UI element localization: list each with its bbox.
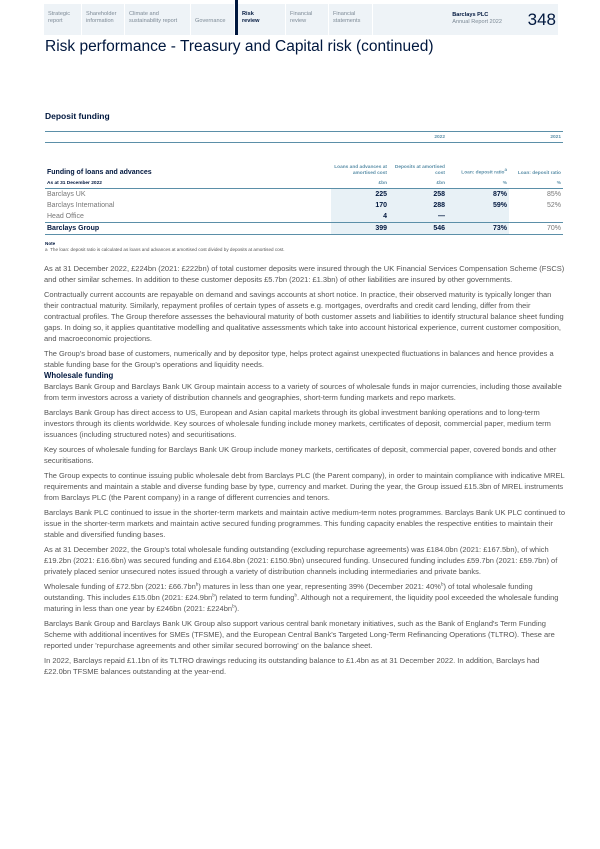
cell: 288 <box>389 200 447 211</box>
table-label: Funding of loans and advances <box>47 169 152 176</box>
tab-label: report <box>48 18 63 24</box>
cell: 225 <box>331 189 389 201</box>
footnote-marker: b <box>440 581 444 587</box>
tab-label: Strategic <box>48 11 71 17</box>
footnote-marker: b <box>232 603 235 609</box>
unit: £bn <box>331 179 389 189</box>
brand <box>452 12 502 26</box>
cell: 52% <box>546 202 561 209</box>
nav-tab-shareholder-information[interactable] <box>82 4 125 35</box>
nav-tab-governance[interactable] <box>191 4 235 35</box>
tab-label: review <box>242 18 260 24</box>
table-row <box>45 211 563 223</box>
deposit-funding-table <box>45 131 563 235</box>
tab-label: Shareholder <box>86 11 117 17</box>
tab-label: sustainability report <box>129 18 178 24</box>
page-title: Risk performance - Treasury and Capital risk (continued) <box>45 38 434 55</box>
unit: % <box>447 179 509 189</box>
col-label: Loan: deposit ratio <box>461 171 505 176</box>
cell: 170 <box>331 200 389 211</box>
nav-tab-climate[interactable] <box>125 4 191 35</box>
nav-tab-risk-review[interactable] <box>238 4 286 35</box>
paragraph: Barclays Bank Group and Barclays Bank UK Group maintain access to a variety of sources of wholesale funds in major currencies, including those available from term investors across a variety of distribution channels and geographies, short-term funding markets and repo markets. <box>44 382 562 402</box>
cell: 70% <box>509 223 563 235</box>
cell: — <box>389 211 447 223</box>
col-ratio-2022 <box>447 143 509 180</box>
table-row <box>45 189 563 201</box>
maturity-paragraph <box>44 581 566 614</box>
row-label: Head Office <box>47 213 84 220</box>
body-text <box>44 263 566 677</box>
units-row <box>45 179 563 189</box>
total-row <box>45 223 563 235</box>
text: ). <box>234 604 240 613</box>
paragraph: Barclays Bank Group and Barclays Bank UK Group also support various central bank monetary initiatives, such as the Bank of England's Term Funding Scheme with additional incentives for SMEs (TFSME), and the European Central Bank's Targeted Long-Term Refinancing Operations (TLTRO). These are reported under 'repurchase agreements and other similar secured borrowing' on the balance sheet. <box>44 619 555 650</box>
table-row <box>45 200 563 211</box>
paragraph: As at 31 December 2022, the Group's total wholesale funding outstanding (excluding repurchase agreements) was £184.0bn (2021: £167.5bn), of which £19.2bn (2021: £16.6bn) was secured funding and £164.8bn (2021: £150.9bn) unsecured funding. Unsecured funding includes £59.7bn (2021: £59.7bn) of privately placed senior unsecured notes issued through a variety of distribution channels including intermediaries and private banks. <box>44 545 558 576</box>
paragraph: Barclays Bank Group has direct access to US, European and Asian capital markets through its global investment banking operations and to long-term investors through its clients worldwide. Key sources of wholesale funding include money markets, certificates of deposit, commercial paper, medium term issuances (including structured notes) and securitisations. <box>44 408 551 439</box>
cell <box>447 211 509 223</box>
cell: 73% <box>447 223 509 235</box>
col-ratio-2021: Loan: deposit ratio <box>517 171 561 176</box>
paragraph: Barclays Bank PLC continued to issue in the shorter-term markets and maintain active medium-term notes programmes. Barclays Bank UK PLC continued to issue in the shorter-term markets and maintain active secured funding programmes. This funding capacity enables the respective entities to maintain their stable and diversified funding bases. <box>44 508 566 539</box>
column-header-row <box>45 143 563 180</box>
year-header-row <box>45 132 563 143</box>
nav-tab-financial-review[interactable] <box>286 4 329 35</box>
cell <box>509 211 563 223</box>
footnote-marker: a <box>504 167 507 173</box>
cell: 59% <box>447 200 509 211</box>
row-label: Barclays International <box>47 202 115 209</box>
cell: 87% <box>447 189 509 201</box>
paragraph: In 2022, Barclays repaid £1.1bn of its TLTRO drawings reducing its outstanding balance to £1.4bn as at 31 December 2022. In addition, Barclays had £22.0bn TFSME balances outstanding at the year-end. <box>44 656 540 676</box>
tab-label: Financial <box>333 11 356 17</box>
tab-label: Governance <box>195 18 226 24</box>
text: ) of total wholesale funding outstanding. This includes £15.0bn (2021: £24.9bn <box>44 582 533 602</box>
footnote-marker: b <box>294 592 297 598</box>
note-marker: a <box>45 247 48 252</box>
nav-tab-financial-statements[interactable] <box>329 4 373 35</box>
paragraph: The Group's broad base of customers, numerically and by depositor type, helps protect against unexpected fluctuations in balances and hence provides a stable funding base for the Group's operations and liquidity needs. <box>44 349 554 369</box>
section-nav <box>44 4 558 35</box>
page-number: 348 <box>527 10 556 29</box>
col-loans: Loans and advances at amortised cost <box>334 165 387 176</box>
col-deposits: Deposits at amortised cost <box>394 165 445 176</box>
unit: £bn <box>389 179 447 189</box>
text: Wholesale funding of £72.5bn (2021: £66.7bn <box>44 582 196 591</box>
paragraph: Contractually current accounts are repayable on demand and savings accounts at short notice. In practice, their observed maturity is typically longer than their contractual maturity. Similarly, repayment profiles of certain types of assets e.g. mortgages, overdrafts and credit card lending, differ from their contractual profiles. The Group therefore assesses the behavioural maturity of both customer assets and liabilities to identify structural balance sheet funding gaps. In doing so, it applies quantitative modelling and qualitative assessments which take into account historical experience, current customer composition, and macroeconomic projections. <box>44 290 564 343</box>
table-note <box>45 241 566 253</box>
brand-name: Barclays PLC <box>452 12 489 18</box>
content-flow <box>44 131 566 681</box>
nav-tab-strategic-report[interactable] <box>44 4 82 35</box>
tab-label: review <box>290 18 307 24</box>
year-2022: 2022 <box>389 132 447 143</box>
tab-label: statements <box>333 18 361 24</box>
footnote-marker: b <box>195 581 199 587</box>
footnote-marker: b <box>212 592 215 598</box>
note-text: The loan: deposit ratio is calculated as loans and advances at amortised cost divided by deposits at amortised cost. <box>50 247 285 252</box>
note-title: Note <box>45 241 56 246</box>
cell: 546 <box>389 223 447 235</box>
tab-label: Risk <box>242 11 254 17</box>
paragraph: The Group expects to continue issuing public wholesale debt from Barclays PLC (the Parent company), in order to maintain compliance with indicative MREL requirements and maintain a stable and diverse funding base by type, currency and market. During the year, the Group issued £15.3bn of MREL instruments from Barclays PLC (the Parent company) in a range of different currencies and tenors. <box>44 471 565 502</box>
paragraph: As at 31 December 2022, £224bn (2021: £222bn) of total customer deposits were insured through the UK Financial Services Compensation Scheme (FSCS) and other similar schemes. In addition to these customer deposits £5.7bn (2021: £1.3bn) of other liabilities are insured by other governments. <box>44 264 565 284</box>
text: ) matures in less than one year, representing 39% (December 2021: 40% <box>198 582 441 591</box>
tab-label: Climate and <box>129 11 159 17</box>
report-name: Annual Report 2022 <box>452 19 502 25</box>
text: ) related to term funding <box>214 593 295 602</box>
cell: 85% <box>546 191 561 198</box>
paragraph: Key sources of wholesale funding for Barclays Bank UK Group include money markets, certificates of deposit, commercial paper, covered bonds and other securitisations. <box>44 445 557 465</box>
wholesale-funding-heading: Wholesale funding <box>44 371 114 380</box>
tab-label: Financial <box>290 11 313 17</box>
cell: 258 <box>389 189 447 201</box>
cell: 399 <box>331 223 389 235</box>
tab-label: information <box>86 18 114 24</box>
as-at-date: As at 31 December 2022 <box>45 179 331 189</box>
year-2021: 2021 <box>509 132 563 143</box>
row-label: Barclays UK <box>47 191 86 198</box>
text: . Although not a requirement, the liquidity pool exceeded the wholesale funding maturing in less than one year by £246bn (2021: £224bn <box>44 593 559 613</box>
unit: % <box>509 179 563 189</box>
cell: 4 <box>331 211 389 223</box>
row-label: Barclays Group <box>45 223 331 235</box>
section-heading: Deposit funding <box>45 111 110 121</box>
